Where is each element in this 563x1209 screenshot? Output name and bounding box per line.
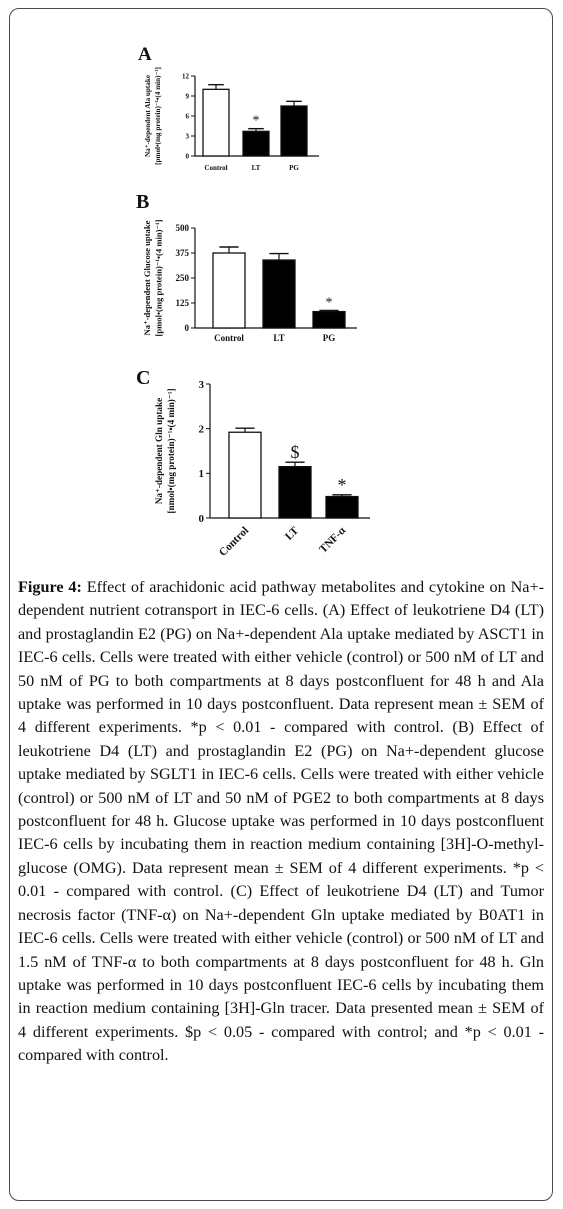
caption-text: Effect of arachidonic acid pathway metabolites and cytokine on Na+-dependent nutrient cotransport in IEC-6 cells. (A) Effect of leukotriene D4 (LT) and prostaglandin E2 (PG) on Na+-dependent Ala uptake mediated by ASCT1 in IEC-6 cells. Cells were treated with either vehicle (control) or 500 nM of LT and 50 nM of PG to both compartments at 8 days postconfluent for 48 h and Ala uptake was performed in 10 days postconfluent. Data represent mean ± SEM of 4 different experiments. *p < 0.01 - compared with control. (B) Effect of leukotriene D4 (LT) and prostaglandin E2 (PG) on Na+-dependent glucose uptake mediated by SGLT1 in IEC-6 cells. Cells were treated with either vehicle (control) or 500 nM of LT and 50 nM of PGE2 to both compartments at 8 days postconfluent for 48 h. Glucose uptake was performed in 10 days postconfluent IEC-6 cells by incubating them in reaction medium containing [3H]-O-methyl-glucose (OMG). Data represent mean ± SEM of 4 different experiments. *p < 0.01 - compared with control. (C) Effect of leukotriene D4 (LT) and Tumor necrosis factor (TNF-α) on Na+-dependent Gln uptake mediated by B0AT1 in IEC-6 cells. Cells were treated with either vehicle (control) or 500 nM of LT and 1.5 nM of TNF-α to both compartments at 8 days postconfluent for 48 h. Gln uptake was performed in 10 days postconfluent IEC-6 cells by incubating them in reaction medium containing [3H]-Gln tracer. Data presented mean ± SEM of 4 different experiments. $p < 0.05 - compared with control; and *p < 0.01 - compared with control. (18, 578, 544, 1065)
bar (229, 432, 261, 518)
figure-caption (18, 576, 544, 1068)
y-axis-label: [pmol•(mg protein)⁻¹•(4 min)⁻¹] (154, 67, 163, 165)
y-tick-label: 6 (185, 112, 189, 121)
bar (213, 253, 245, 328)
chart-panel-a (138, 44, 319, 172)
figure-charts (0, 0, 563, 575)
y-tick-label: 2 (198, 423, 204, 436)
x-tick-label: Control (204, 164, 228, 172)
y-tick-label: 125 (175, 298, 189, 309)
y-tick-label: 3 (185, 132, 189, 141)
y-tick-label: 375 (175, 248, 189, 259)
significance-marker: $ (290, 442, 300, 463)
x-tick-label: PG (289, 164, 299, 172)
x-tick-label: PG (322, 333, 336, 343)
x-tick-label: LT (251, 164, 261, 172)
caption-label: Figure 4: (18, 578, 82, 596)
y-axis-label: Na⁺-dependent Gln uptake (154, 397, 164, 505)
panel-label: C (136, 367, 151, 389)
bar (313, 312, 345, 328)
x-tick-label: Control (216, 524, 252, 559)
y-tick-label: 0 (184, 323, 189, 334)
x-tick-label: LT (282, 524, 302, 543)
y-tick-label: 0 (198, 512, 204, 525)
bar (263, 260, 295, 328)
panel-label: B (136, 191, 150, 213)
bar (326, 497, 358, 518)
significance-marker: * (325, 295, 333, 311)
y-tick-label: 9 (185, 92, 189, 101)
x-tick-label: Control (214, 333, 244, 343)
y-tick-label: 250 (175, 273, 189, 284)
y-tick-label: 12 (182, 72, 189, 81)
x-tick-label: LT (273, 333, 285, 343)
chart-panel-b (136, 191, 357, 343)
y-axis-label: [nmol•(mg protein)⁻¹•(4 min)⁻¹] (166, 388, 177, 514)
chart-panel-c (136, 367, 370, 559)
significance-marker: * (337, 474, 347, 495)
y-tick-label: 3 (198, 378, 204, 391)
bar (281, 106, 307, 156)
x-tick-label: TNF-α (317, 524, 349, 556)
panel-label: A (138, 44, 152, 65)
y-axis-label: Na⁺-dependent Glucose uptake (142, 220, 152, 336)
y-tick-label: 1 (198, 468, 204, 481)
y-tick-label: 500 (175, 223, 189, 234)
bar (279, 467, 311, 518)
y-axis-label: Na⁺-dependent Ala uptake (144, 74, 152, 158)
significance-marker: * (252, 113, 260, 129)
bar (203, 89, 229, 156)
y-tick-label: 0 (185, 152, 189, 161)
y-axis-label: [pmol•(mg protein)⁻¹•(4 min)⁻¹] (153, 219, 164, 337)
bar (243, 131, 269, 156)
